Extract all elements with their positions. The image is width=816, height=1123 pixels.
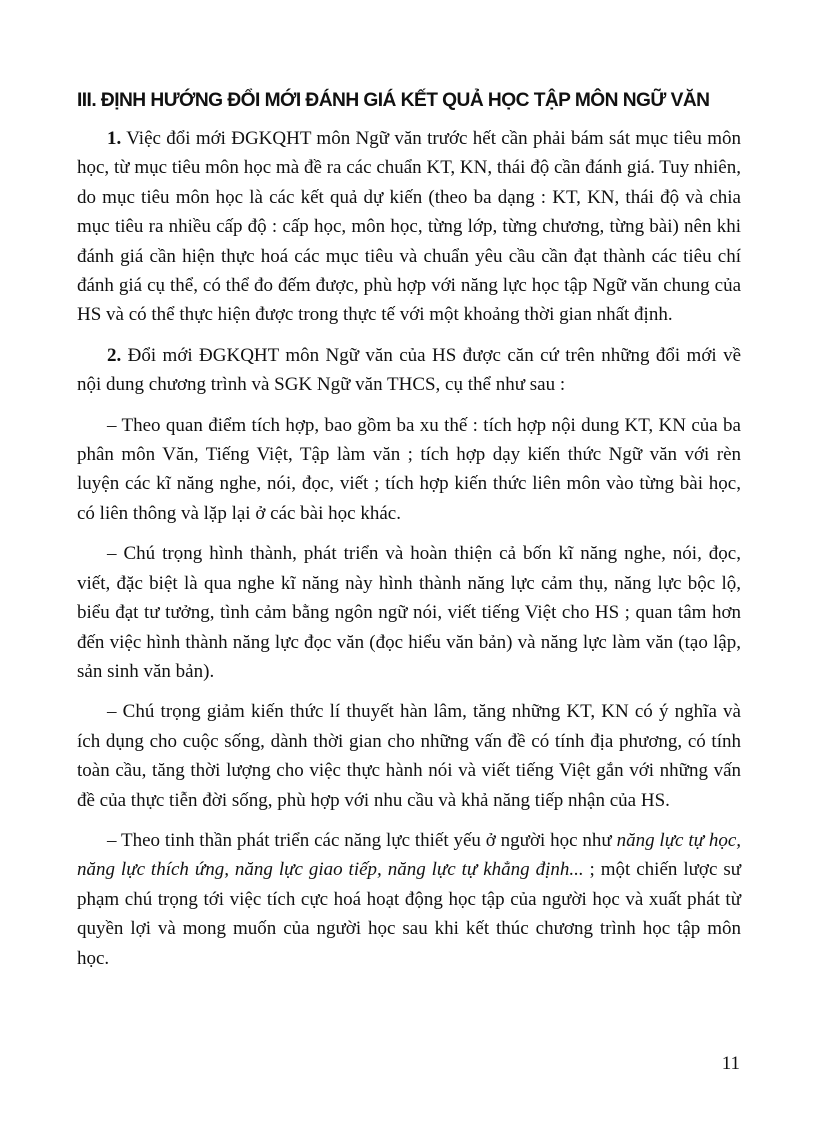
paragraph-number: 2.: [107, 344, 122, 366]
bullet-essential-competencies: [77, 826, 741, 973]
bullet-integration: – Theo quan điểm tích hợp, bao gồm ba xu thế : tích hợp nội dung KT, KN của ba phân môn Văn, Tiếng Việt, Tập làm văn ; tích hợp dạy kiến thức Ngữ văn với rèn luyện các kĩ năng nghe, nói, đọc, viết ; tích hợp kiến thức liên môn vào từng bài học, có liên thông và lặp lại ở các bài học khác.: [77, 414, 741, 524]
section-heading: III. ĐỊNH HƯỚNG ĐỔI MỚI ĐÁNH GIÁ KẾT QUẢ HỌC TẬP MÔN NGỮ VĂN: [77, 90, 710, 111]
italic-competencies: năng lực tự học, năng lực thích ứng, năng lực giao tiếp, năng lực tự khẳng định...: [77, 829, 742, 881]
page-number: 11: [721, 1053, 740, 1074]
paragraph-text: ; một chiến lược sư phạm chú trọng tới việc tích cực hoá hoạt động học tập của người học và xuất phát từ quyền lợi và mong muốn của người học sau khi kết thúc chương trình học tập môn học.: [77, 859, 742, 969]
paragraph-text: Đổi mới ĐGKQHT môn Ngữ văn của HS được căn cứ trên những đổi mới về nội dung chương trình và SGK Ngữ văn THCS, cụ thể như sau :: [77, 344, 741, 396]
page-content: [77, 88, 741, 984]
paragraph-text: Việc đổi mới ĐGKQHT môn Ngữ văn trước hết cần phải bám sát mục tiêu môn học, từ mục tiêu môn học mà đề ra các chuẩn KT, KN, thái độ cần đánh giá. Tuy nhiên, do mục tiêu môn học là các kết quả dự kiến (theo ba dạng : KT, KN, thái độ và chia mục tiêu ra nhiều cấp độ : cấp học, môn học, từng lớp, từng chương, từng bài) nên khi đánh giá cần hiện thực hoá các mục tiêu và chuẩn yêu cầu cần đạt thành các tiêu chí đánh giá cụ thể, có thể đo đếm được, phù hợp với năng lực học tập Ngữ văn chung của HS và có thể thực hiện được trong thực tế với một khoảng thời gian nhất định.: [77, 128, 741, 326]
bullet-reduce-theory: – Chú trọng giảm kiến thức lí thuyết hàn lâm, tăng những KT, KN có ý nghĩa và ích dụng cho cuộc sống, dành thời gian cho những vấn đề có tính địa phương, có tính toàn cầu, tăng thời lượng cho việc thực hành nói và viết tiếng Việt gắn với những vấn đề của thực tiễn đời sống, phù hợp với nhu cầu và khả năng tiếp nhận của HS.: [77, 701, 741, 811]
paragraph-text: – Theo tinh thần phát triển các năng lực thiết yếu ở người học như: [107, 829, 617, 851]
paragraph-2: [77, 341, 741, 400]
paragraph-1: [77, 124, 741, 330]
paragraph-number: 1.: [107, 128, 122, 149]
bullet-four-skills: – Chú trọng hình thành, phát triển và hoàn thiện cả bốn kĩ năng nghe, nói, đọc, viết, đặc biệt là qua nghe kĩ năng này hình thành năng lực cảm thụ, năng lực bộc lộ, biểu đạt tư tưởng, tình cảm bằng ngôn ngữ nói, viết tiếng Việt cho HS ; quan tâm hơn đến việc hình thành năng lực đọc văn (đọc hiểu văn bản) và năng lực làm văn (tạo lập, sản sinh văn bản).: [77, 543, 741, 682]
